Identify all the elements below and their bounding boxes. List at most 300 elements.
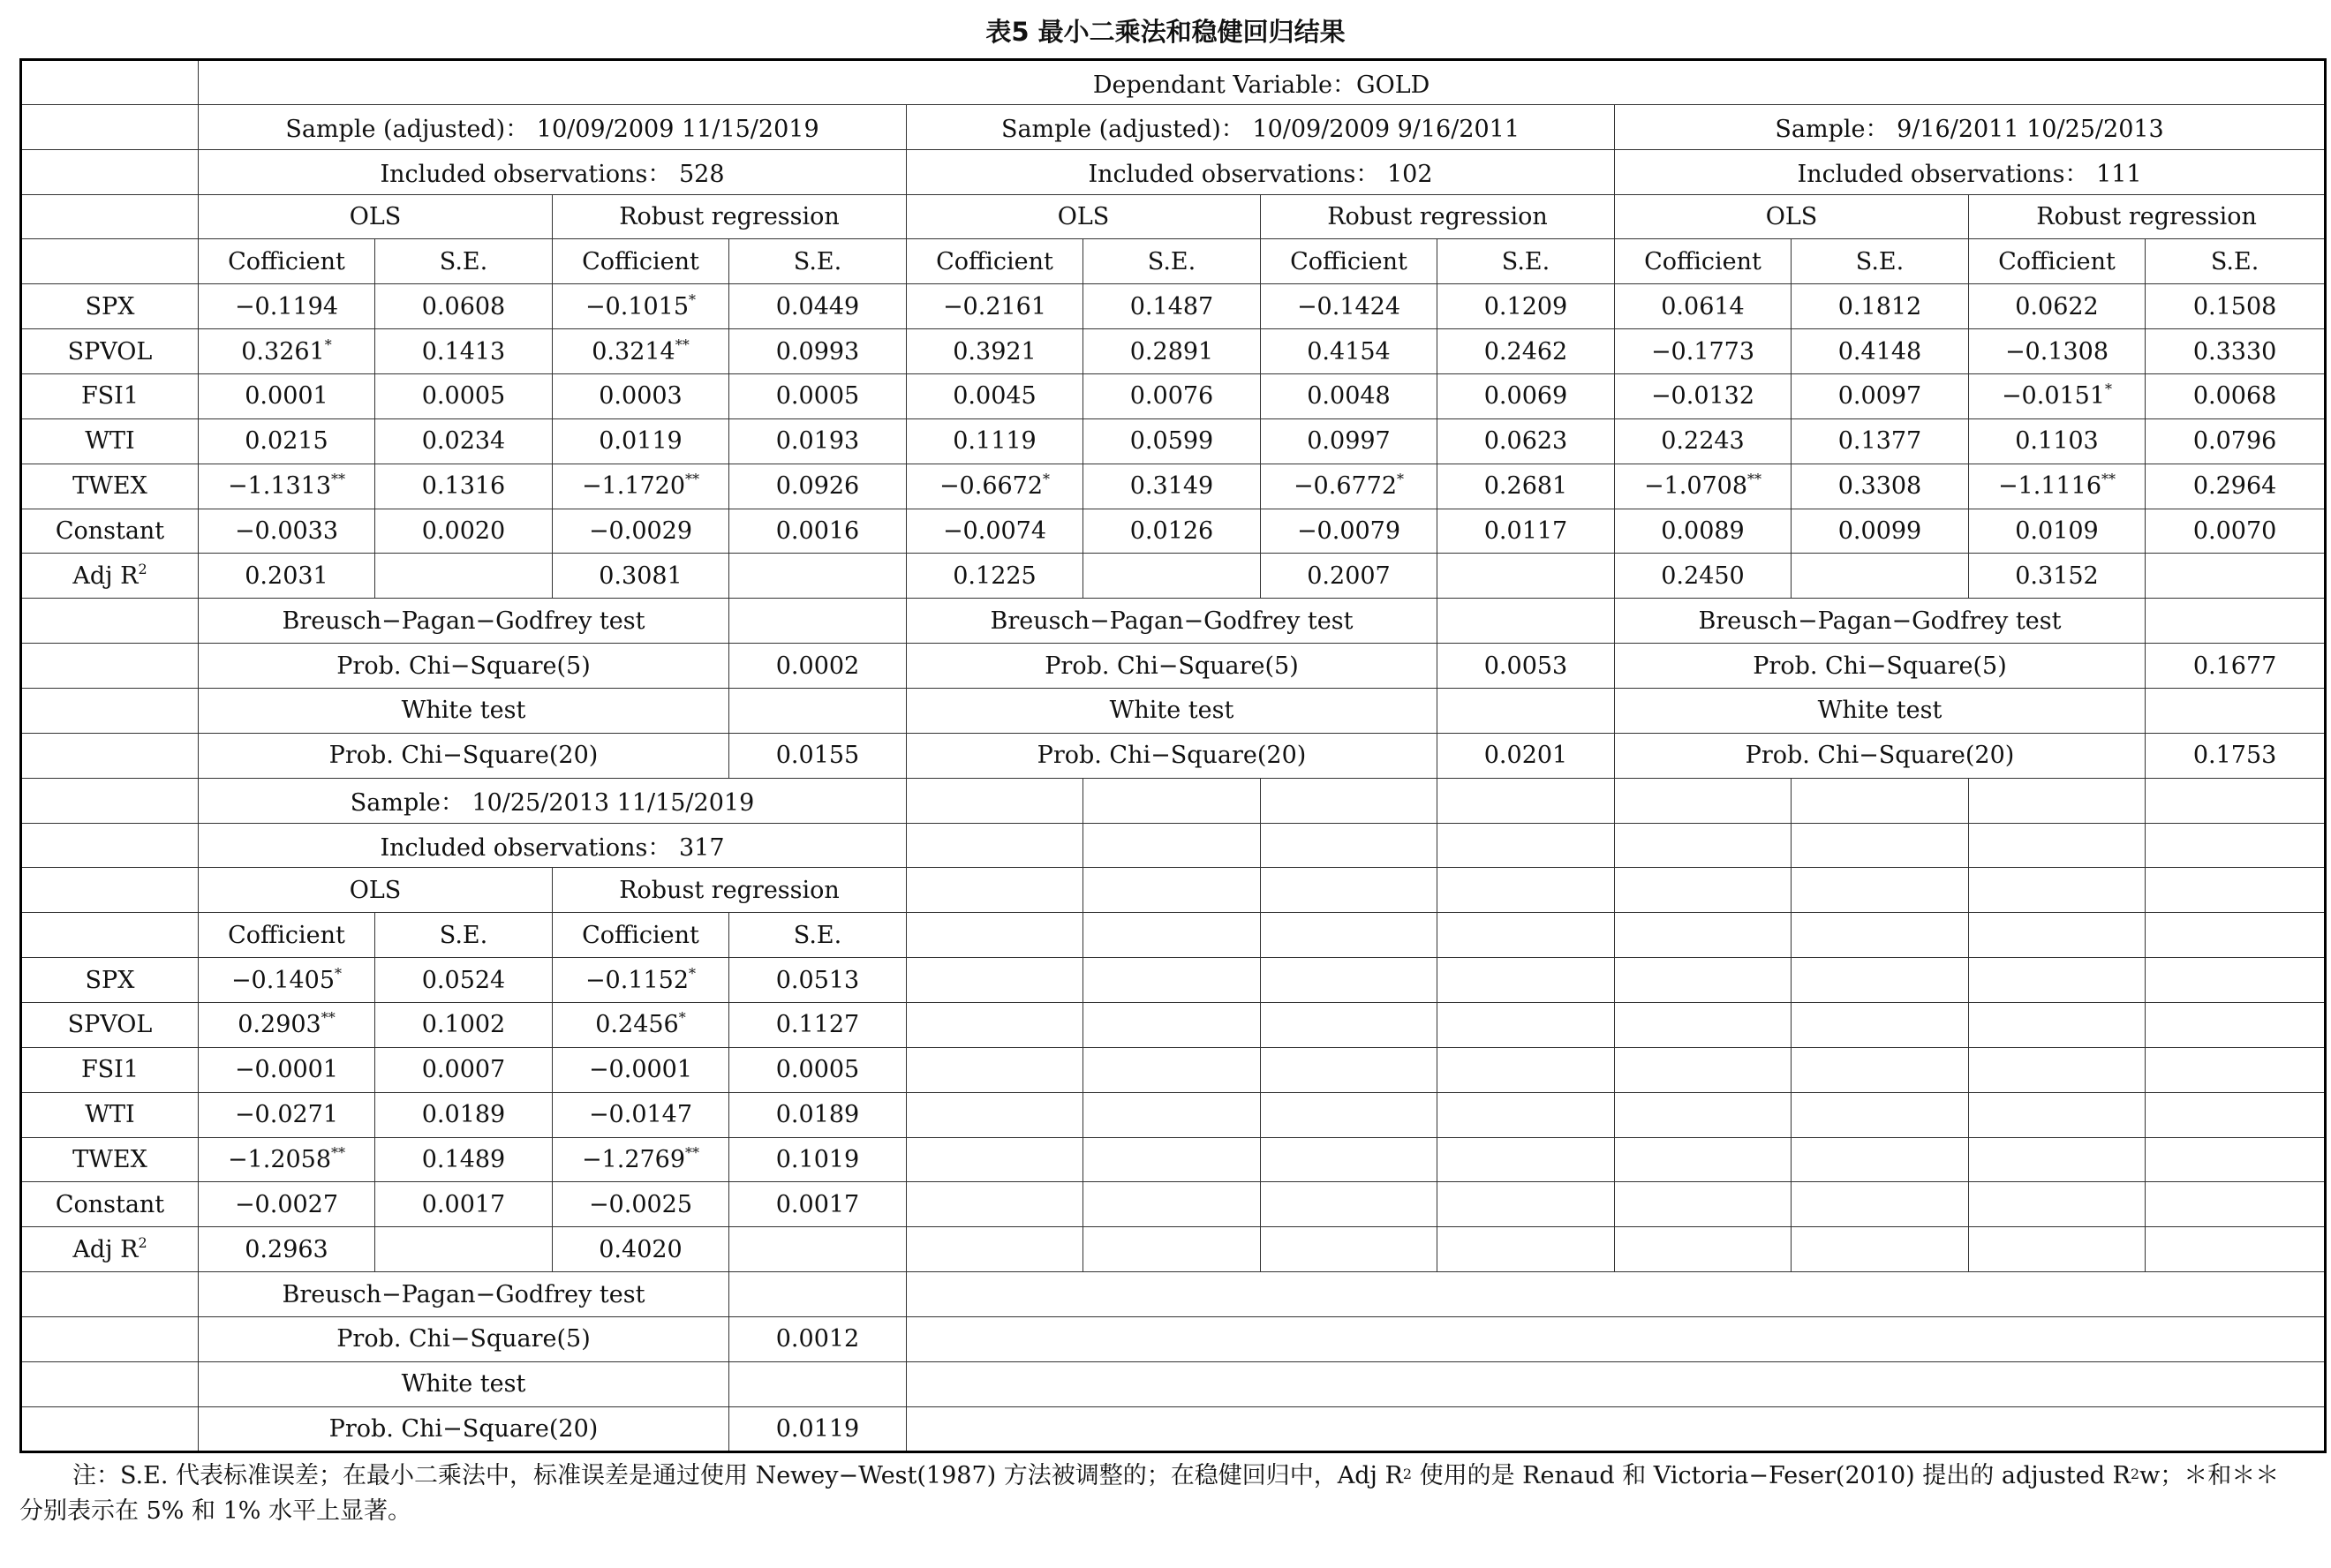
table-row — [21, 1182, 2326, 1227]
value-cell — [1792, 374, 1969, 419]
empty-cell — [1083, 1092, 1261, 1137]
cell-value: −0.1015 — [585, 292, 690, 320]
bpg-test-label: Breusch−Pagan−Godfrey test — [1615, 599, 2146, 644]
empty-cell — [1969, 958, 2146, 1003]
cell-value: 0.0215 — [245, 427, 328, 456]
table-row — [21, 689, 2326, 734]
row-label: Constant — [21, 509, 199, 554]
cell-value: 0.0017 — [775, 1190, 860, 1218]
cell-value: 0.2462 — [1483, 337, 1568, 366]
empty-cell — [1083, 913, 1261, 958]
adj-label: Adj R — [72, 562, 139, 590]
white-test-label: White test — [907, 689, 1437, 734]
empty-cell — [1261, 1227, 1437, 1272]
empty-cell — [21, 1361, 199, 1406]
significance-mark: * — [689, 290, 697, 308]
empty-cell — [907, 1272, 2326, 1317]
value-cell — [1437, 374, 1615, 419]
row-label: WTI — [21, 1092, 199, 1137]
cell-value: 0.0099 — [1837, 517, 1922, 546]
empty-cell — [1437, 1047, 1615, 1092]
cell-value: 0.1002 — [421, 1011, 506, 1039]
sample-header: Sample： 10/25/2013 11/15/2019 — [199, 778, 907, 823]
table-row — [21, 60, 2326, 105]
white-value: 0.1753 — [2146, 733, 2326, 778]
value-cell — [553, 1047, 729, 1092]
empty-cell — [2146, 689, 2326, 734]
value-cell — [375, 509, 553, 554]
value-cell — [1261, 374, 1437, 419]
row-label: WTI — [21, 418, 199, 464]
cell-value: 0.0189 — [775, 1101, 860, 1129]
method-header-ols: OLS — [199, 194, 553, 239]
note-text-4: 分别表示在 5% 和 1% 水平上显著。 — [19, 1497, 411, 1525]
empty-cell — [1083, 1227, 1261, 1272]
empty-cell — [1969, 1047, 2146, 1092]
adj-r2-value: 0.2450 — [1615, 554, 1792, 599]
cell-value: 0.1019 — [775, 1146, 860, 1174]
value-cell — [1083, 464, 1261, 509]
row-label: FSI1 — [21, 374, 199, 419]
note-text-1: 注：S.E. 代表标准误差；在最小二乘法中，标准误差是通过使用 Newey−West(1987) 方法被调整的；在稳健回归中，Adj R — [72, 1462, 1403, 1489]
empty-cell — [1083, 1003, 1261, 1048]
empty-cell — [907, 778, 1083, 823]
row-label: FSI1 — [21, 1047, 199, 1092]
cell-value: 0.0614 — [1661, 292, 1745, 320]
col-header-se: S.E. — [1083, 239, 1261, 284]
cell-value: 0.0070 — [2192, 517, 2277, 546]
value-cell — [375, 958, 553, 1003]
adj-r2-value: 0.3152 — [1969, 554, 2146, 599]
table-row — [21, 733, 2326, 778]
observations-header: Included observations： 528 — [199, 149, 907, 194]
cell-value: −0.0029 — [588, 517, 693, 546]
cell-value: 0.0117 — [1483, 517, 1568, 546]
table-row — [21, 239, 2326, 284]
cell-value: 0.0003 — [599, 382, 683, 411]
value-cell — [553, 1182, 729, 1227]
empty-cell — [1083, 778, 1261, 823]
value-cell — [1969, 374, 2146, 419]
significance-mark: ** — [1747, 471, 1762, 488]
table-row — [21, 778, 2326, 823]
significance-mark: ** — [331, 471, 346, 488]
value-cell — [2146, 374, 2326, 419]
method-header-ols: OLS — [1615, 194, 1969, 239]
cell-value: −0.6672 — [939, 472, 1044, 501]
bpg-value: 0.0002 — [729, 644, 907, 689]
row-label: SPVOL — [21, 1003, 199, 1048]
value-cell — [1615, 374, 1792, 419]
adj-sup: 2 — [138, 1233, 147, 1251]
regression-table — [19, 58, 2327, 1453]
cell-value: 0.3149 — [1129, 472, 1214, 501]
empty-cell — [2146, 1137, 2326, 1182]
value-cell — [1792, 418, 1969, 464]
note-sup-2: 2 — [2130, 1466, 2140, 1482]
empty-cell — [2146, 778, 2326, 823]
empty-cell — [2146, 599, 2326, 644]
value-cell — [907, 374, 1083, 419]
empty-cell — [1615, 958, 1792, 1003]
cell-value: 0.0016 — [775, 517, 860, 546]
value-cell — [375, 1092, 553, 1137]
cell-value: 0.0005 — [775, 1056, 860, 1084]
empty-cell — [1615, 1227, 1792, 1272]
value-cell — [1083, 418, 1261, 464]
empty-cell — [1792, 1003, 1969, 1048]
cell-value: −0.0033 — [234, 517, 339, 546]
cell-value: −0.2161 — [942, 292, 1047, 320]
empty-cell — [21, 1317, 199, 1362]
cell-value: 0.1487 — [1129, 292, 1214, 320]
empty-cell — [1969, 1137, 2146, 1182]
empty-cell — [729, 1361, 907, 1406]
value-cell — [199, 418, 375, 464]
empty-cell — [1437, 958, 1615, 1003]
value-cell — [199, 509, 375, 554]
cell-value: 0.0048 — [1307, 382, 1391, 411]
table-row — [21, 823, 2326, 868]
empty-cell — [1615, 1137, 1792, 1182]
value-cell — [729, 1003, 907, 1048]
empty-cell — [21, 913, 199, 958]
value-cell — [375, 329, 553, 374]
value-cell — [1437, 284, 1615, 329]
empty-cell — [1615, 868, 1792, 913]
empty-cell — [1083, 958, 1261, 1003]
empty-cell — [2146, 1047, 2326, 1092]
value-cell — [1969, 418, 2146, 464]
col-header-se: S.E. — [375, 239, 553, 284]
empty-cell — [1792, 913, 1969, 958]
cell-value: 0.0089 — [1661, 517, 1745, 546]
cell-value: 0.4154 — [1307, 337, 1391, 366]
empty-cell — [1261, 1003, 1437, 1048]
adj-r2-value: 0.2007 — [1261, 554, 1437, 599]
value-cell — [1792, 509, 1969, 554]
value-cell — [729, 418, 907, 464]
value-cell — [2146, 464, 2326, 509]
empty-cell — [1261, 1182, 1437, 1227]
cell-value: 0.0623 — [1483, 427, 1568, 456]
empty-cell — [907, 1047, 1083, 1092]
empty-cell — [1792, 1092, 1969, 1137]
chi20-label: Prob. Chi−Square(20) — [199, 1406, 729, 1451]
chi20-label: Prob. Chi−Square(20) — [199, 733, 729, 778]
cell-value: 0.0097 — [1837, 382, 1922, 411]
col-header-coefficient: Cofficient — [1969, 239, 2146, 284]
value-cell — [729, 374, 907, 419]
cell-value: 0.0005 — [775, 382, 860, 411]
value-cell — [553, 1003, 729, 1048]
method-header-ols: OLS — [907, 194, 1261, 239]
chi5-label: Prob. Chi−Square(5) — [199, 644, 729, 689]
cell-value: 0.2891 — [1129, 337, 1214, 366]
empty-cell — [1083, 1047, 1261, 1092]
empty-cell — [1083, 554, 1261, 599]
cell-value: −0.0147 — [588, 1101, 693, 1129]
value-cell — [375, 374, 553, 419]
note-sup-1: 2 — [1402, 1466, 1412, 1482]
value-cell — [729, 1182, 907, 1227]
empty-cell — [2146, 868, 2326, 913]
cell-value: 0.1209 — [1483, 292, 1568, 320]
table-row — [21, 104, 2326, 149]
cell-value: 0.0020 — [421, 517, 506, 546]
empty-cell — [375, 554, 553, 599]
cell-value: 0.4148 — [1837, 337, 1922, 366]
empty-cell — [1615, 1003, 1792, 1048]
cell-value: −1.2769 — [581, 1146, 686, 1174]
empty-cell — [1792, 1137, 1969, 1182]
white-test-label: White test — [199, 689, 729, 734]
empty-cell — [1792, 778, 1969, 823]
empty-cell — [21, 644, 199, 689]
col-header-coefficient: Cofficient — [1261, 239, 1437, 284]
value-cell — [553, 1092, 729, 1137]
value-cell — [1615, 284, 1792, 329]
cell-value: −0.1405 — [230, 966, 336, 994]
cell-value: −0.0151 — [2001, 382, 2106, 411]
cell-value: 0.3921 — [953, 337, 1037, 366]
value-cell — [729, 1092, 907, 1137]
empty-cell — [1437, 913, 1615, 958]
empty-cell — [1969, 1182, 2146, 1227]
method-header-robust: Robust regression — [1261, 194, 1615, 239]
table-row — [21, 329, 2326, 374]
value-cell — [1615, 329, 1792, 374]
cell-value: 0.0119 — [599, 427, 683, 456]
chi5-label: Prob. Chi−Square(5) — [907, 644, 1437, 689]
bpg-value: 0.0012 — [729, 1317, 907, 1362]
value-cell — [907, 284, 1083, 329]
value-cell — [2146, 418, 2326, 464]
table-row — [21, 149, 2326, 194]
value-cell — [553, 418, 729, 464]
table-row — [21, 509, 2326, 554]
empty-cell — [1437, 689, 1615, 734]
significance-mark: * — [324, 335, 332, 353]
cell-value: 0.0076 — [1129, 382, 1214, 411]
observations-header: Included observations： 102 — [907, 149, 1615, 194]
cell-value: −1.1720 — [581, 472, 686, 501]
value-cell — [375, 464, 553, 509]
empty-cell — [907, 1227, 1083, 1272]
empty-cell — [1969, 1003, 2146, 1048]
value-cell — [1437, 464, 1615, 509]
cell-value: −0.0027 — [234, 1190, 339, 1218]
cell-value: −0.1194 — [234, 292, 339, 320]
cell-value: −0.1773 — [1650, 337, 1755, 366]
row-label: SPX — [21, 958, 199, 1003]
dependent-variable-header: Dependant Variable：GOLD — [199, 60, 2326, 105]
col-header-se: S.E. — [1792, 239, 1969, 284]
cell-value: 0.0005 — [421, 382, 506, 411]
significance-mark: ** — [331, 1144, 346, 1162]
empty-cell — [1437, 778, 1615, 823]
empty-cell — [1969, 1227, 2146, 1272]
value-cell — [375, 1003, 553, 1048]
empty-cell — [21, 733, 199, 778]
empty-cell — [1437, 1182, 1615, 1227]
value-cell — [199, 958, 375, 1003]
bpg-test-label: Breusch−Pagan−Godfrey test — [199, 1272, 729, 1317]
empty-cell — [2146, 958, 2326, 1003]
table-row — [21, 913, 2326, 958]
table-row — [21, 1047, 2326, 1092]
empty-cell — [2146, 1003, 2326, 1048]
value-cell — [729, 958, 907, 1003]
empty-cell — [729, 599, 907, 644]
empty-cell — [907, 1182, 1083, 1227]
empty-cell — [1261, 1092, 1437, 1137]
bpg-value: 0.0053 — [1437, 644, 1615, 689]
empty-cell — [1437, 599, 1615, 644]
value-cell — [907, 329, 1083, 374]
empty-cell — [1615, 1092, 1792, 1137]
table-row — [21, 1361, 2326, 1406]
value-cell — [553, 374, 729, 419]
empty-cell — [1615, 1047, 1792, 1092]
value-cell — [553, 1137, 729, 1182]
value-cell — [729, 509, 907, 554]
cell-value: 0.0926 — [775, 472, 860, 501]
empty-cell — [1083, 1182, 1261, 1227]
col-header-se: S.E. — [375, 913, 553, 958]
method-header-robust: Robust regression — [553, 868, 907, 913]
empty-cell — [21, 60, 199, 105]
value-cell — [553, 464, 729, 509]
value-cell — [1083, 374, 1261, 419]
value-cell — [199, 1137, 375, 1182]
value-cell — [2146, 284, 2326, 329]
empty-cell — [907, 868, 1083, 913]
significance-mark: * — [678, 1009, 686, 1027]
value-cell — [1969, 509, 2146, 554]
table-row — [21, 464, 2326, 509]
empty-cell — [1437, 823, 1615, 868]
empty-cell — [1615, 823, 1792, 868]
cell-value: −0.1424 — [1296, 292, 1401, 320]
table-row — [21, 1003, 2326, 1048]
empty-cell — [1969, 823, 2146, 868]
cell-value: 0.0007 — [421, 1056, 506, 1084]
empty-cell — [1969, 868, 2146, 913]
empty-cell — [729, 1227, 907, 1272]
empty-cell — [1792, 554, 1969, 599]
cell-value: 0.2903 — [238, 1011, 321, 1039]
table-row — [21, 194, 2326, 239]
cell-value: 0.3261 — [241, 337, 325, 366]
empty-cell — [907, 1092, 1083, 1137]
cell-value: 0.2456 — [595, 1011, 679, 1039]
cell-value: 0.0126 — [1129, 517, 1214, 546]
value-cell — [199, 1047, 375, 1092]
cell-value: −0.1152 — [585, 966, 690, 994]
white-test-label: White test — [1615, 689, 2146, 734]
value-cell — [1792, 464, 1969, 509]
adj-r2-value: 0.1225 — [907, 554, 1083, 599]
empty-cell — [21, 194, 199, 239]
empty-cell — [1437, 1227, 1615, 1272]
value-cell — [1261, 284, 1437, 329]
cell-value: 0.0069 — [1483, 382, 1568, 411]
empty-cell — [2146, 913, 2326, 958]
col-header-coefficient: Cofficient — [199, 239, 375, 284]
cell-value: 0.0622 — [2015, 292, 2099, 320]
table-row — [21, 1227, 2326, 1272]
table-row — [21, 1137, 2326, 1182]
value-cell — [907, 464, 1083, 509]
value-cell — [199, 1092, 375, 1137]
bpg-value: 0.1677 — [2146, 644, 2326, 689]
significance-mark: ** — [321, 1009, 336, 1027]
method-header-robust: Robust regression — [1969, 194, 2326, 239]
cell-value: −0.0271 — [234, 1101, 339, 1129]
row-label-adj-r2 — [21, 554, 199, 599]
white-value: 0.0201 — [1437, 733, 1615, 778]
value-cell — [375, 284, 553, 329]
col-header-coefficient: Cofficient — [199, 913, 375, 958]
empty-cell — [1083, 1137, 1261, 1182]
chi20-label: Prob. Chi−Square(20) — [1615, 733, 2146, 778]
observations-header: Included observations： 317 — [199, 823, 907, 868]
value-cell — [1261, 418, 1437, 464]
cell-value: −1.0708 — [1643, 472, 1748, 501]
col-header-se: S.E. — [1437, 239, 1615, 284]
cell-value: 0.0796 — [2192, 427, 2277, 456]
bpg-test-label: Breusch−Pagan−Godfrey test — [199, 599, 729, 644]
value-cell — [729, 464, 907, 509]
empty-cell — [1969, 913, 2146, 958]
empty-cell — [1261, 1047, 1437, 1092]
cell-value: 0.1316 — [421, 472, 506, 501]
table-row — [21, 868, 2326, 913]
cell-value: 0.0449 — [775, 292, 860, 320]
empty-cell — [1437, 554, 1615, 599]
empty-cell — [21, 823, 199, 868]
empty-cell — [1615, 913, 1792, 958]
empty-cell — [907, 913, 1083, 958]
cell-value: −1.2058 — [227, 1146, 332, 1174]
empty-cell — [375, 1227, 553, 1272]
row-label: SPX — [21, 284, 199, 329]
cell-value: 0.0045 — [953, 382, 1037, 411]
value-cell — [199, 284, 375, 329]
table-row — [21, 1406, 2326, 1451]
value-cell — [1792, 284, 1969, 329]
cell-value: −0.0001 — [234, 1056, 339, 1084]
cell-value: −0.0132 — [1650, 382, 1755, 411]
significance-mark: * — [689, 964, 697, 982]
value-cell — [1261, 329, 1437, 374]
col-header-coefficient: Cofficient — [1615, 239, 1792, 284]
empty-cell — [907, 1361, 2326, 1406]
value-cell — [1437, 329, 1615, 374]
empty-cell — [729, 554, 907, 599]
cell-value: 0.3214 — [592, 337, 675, 366]
col-header-coefficient: Cofficient — [553, 239, 729, 284]
adj-label: Adj R — [72, 1235, 139, 1263]
empty-cell — [1792, 1182, 1969, 1227]
value-cell — [375, 418, 553, 464]
method-header-robust: Robust regression — [553, 194, 907, 239]
significance-mark: ** — [675, 335, 690, 353]
empty-cell — [1615, 778, 1792, 823]
cell-value: 0.2681 — [1483, 472, 1568, 501]
significance-mark: ** — [685, 471, 700, 488]
